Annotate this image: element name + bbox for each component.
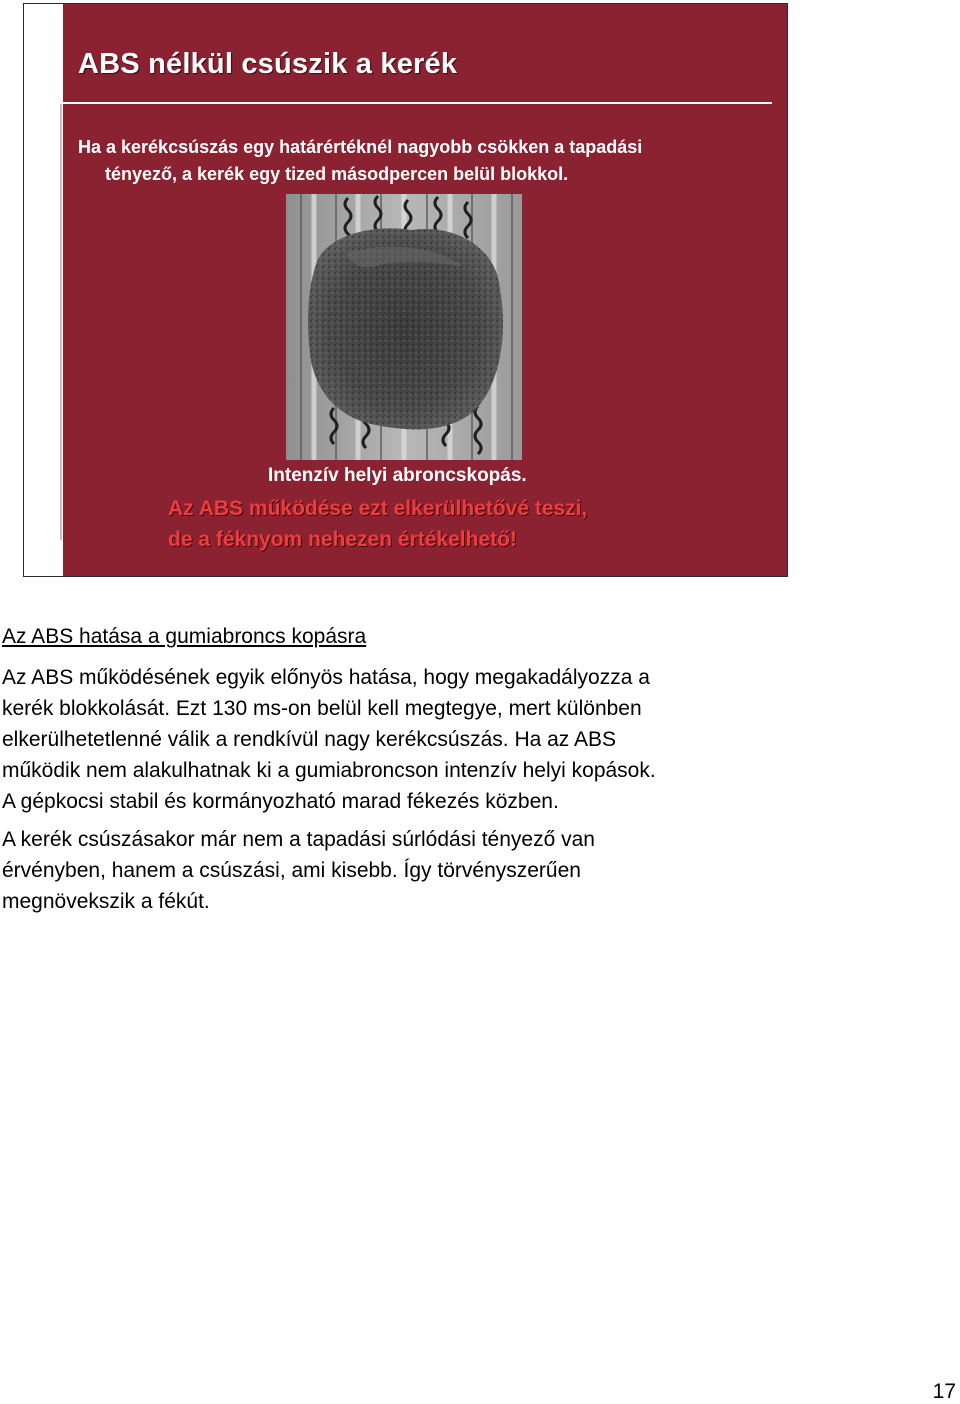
- slide-highlight-line-1: Az ABS működése ezt elkerülhetővé teszi,: [168, 497, 588, 520]
- paragraph-line: megnövekszik a fékút.: [2, 890, 210, 913]
- slide-side-divider: [60, 104, 62, 540]
- paragraph-line: kerék blokkolását. Ezt 130 ms-on belül kell megtegye, mert különben: [2, 697, 642, 720]
- paragraph-2: [2, 824, 792, 917]
- slide-subtitle: [78, 134, 758, 188]
- page-number: 17: [932, 1380, 956, 1403]
- slide-title: ABS nélkül csúszik a kerék: [78, 48, 458, 80]
- slide-divider: [62, 102, 772, 104]
- paragraph-line: A gépkocsi stabil és kormányozható marad fékezés közben.: [2, 790, 559, 813]
- paragraph-line: érvényben, hanem a csúszási, ami kisebb. Így törvényszerűen: [2, 859, 581, 882]
- paragraph-line: A kerék csúszásakor már nem a tapadási súrlódási tényező van: [2, 828, 595, 851]
- slide-caption: Intenzív helyi abroncskopás.: [268, 465, 527, 486]
- slide-highlight-caption: [168, 493, 587, 555]
- slide-image: [23, 3, 788, 577]
- paragraph-line: Az ABS működésének egyik előnyös hatása, hogy megakadályozza a: [2, 666, 650, 689]
- paragraph-line: elkerülhetetlenné válik a rendkívül nagy kerékcsúszás. Ha az ABS: [2, 728, 616, 751]
- paragraph-1: [2, 662, 792, 817]
- section-heading: Az ABS hatása a gumiabroncs kopásra: [2, 625, 367, 648]
- slide-subtitle-line-1: Ha a kerékcsúszás egy határértéknél nagyobb csökken a tapadási: [78, 137, 643, 157]
- slide-highlight-line-2: de a féknyom nehezen értékelhető!: [168, 528, 517, 551]
- tire-wear-photo: [286, 194, 522, 460]
- slide-left-strip: [24, 4, 63, 576]
- slide-subtitle-line-2: tényező, a kerék egy tized másodpercen belül blokkol.: [105, 164, 569, 184]
- paragraph-line: működik nem alakulhatnak ki a gumiabroncson intenzív helyi kopások.: [2, 759, 656, 782]
